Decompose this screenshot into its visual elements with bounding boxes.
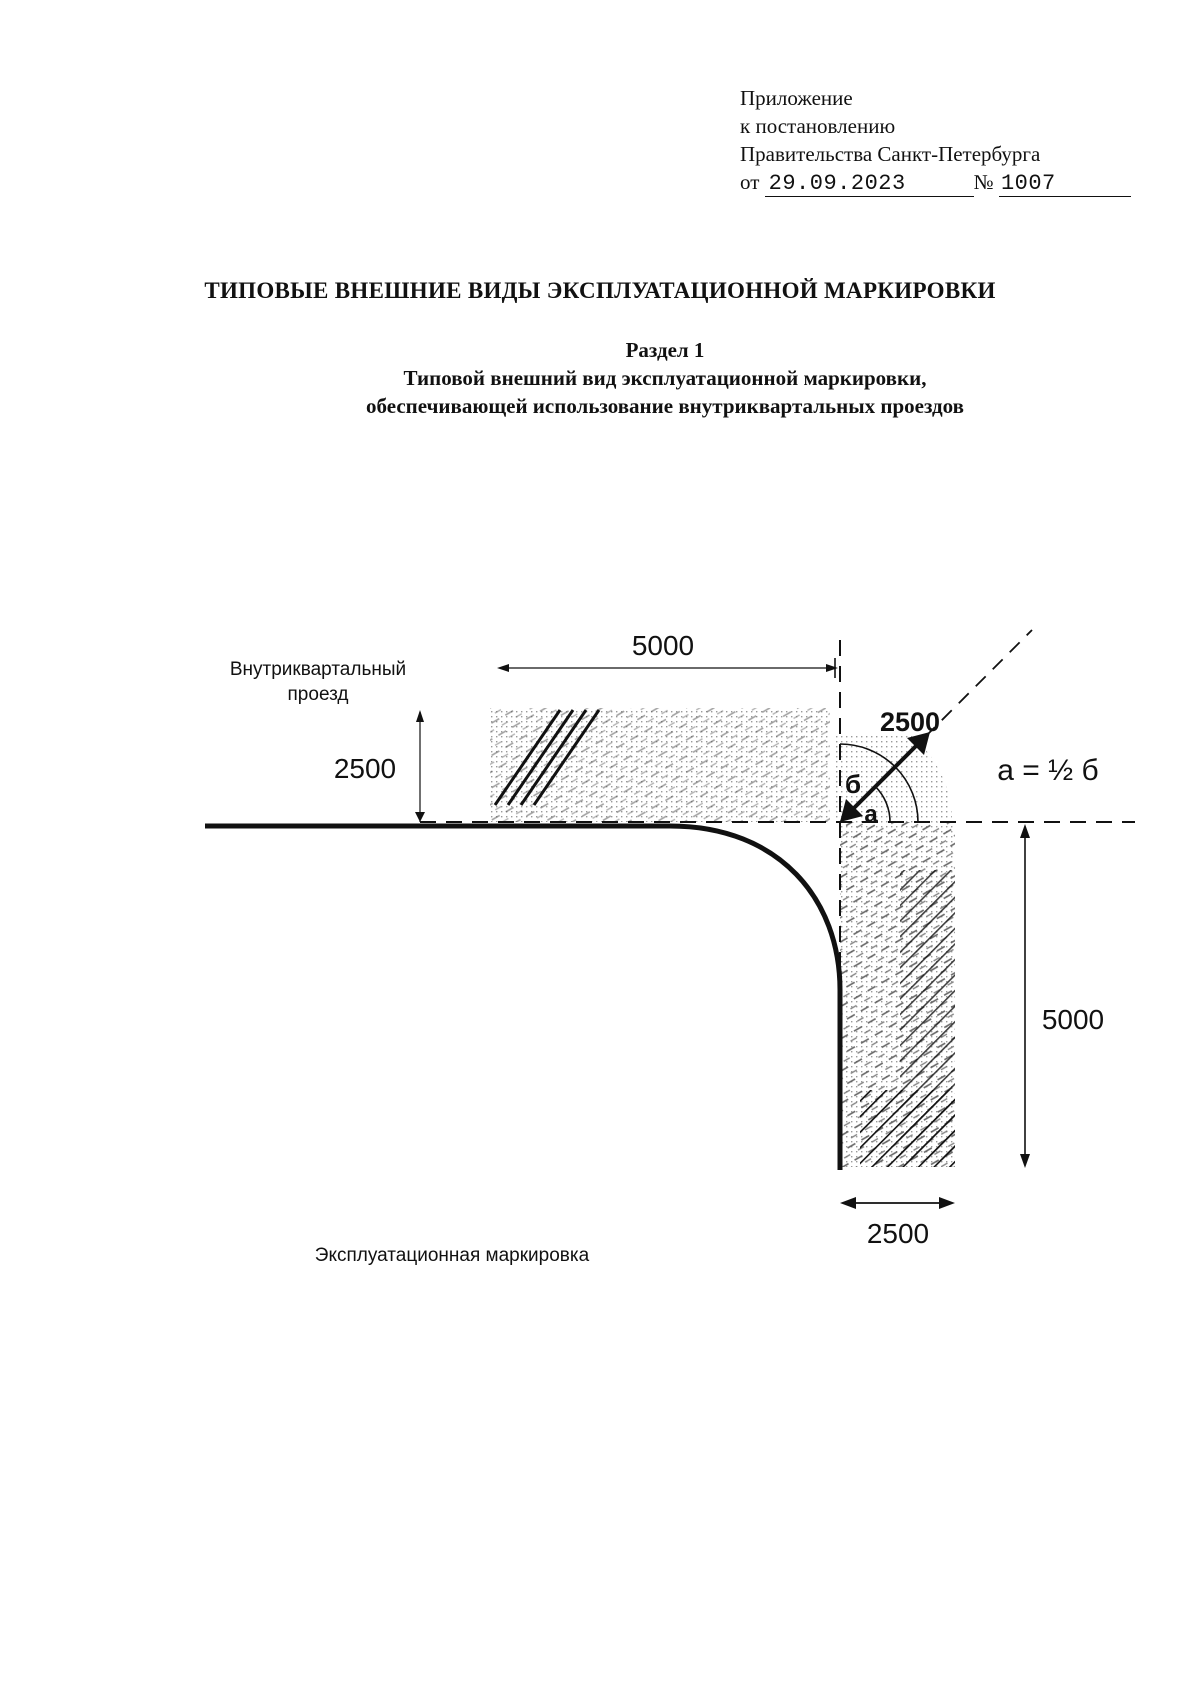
road-label-line-2: проезд [287,684,349,705]
marking-zone-right [840,822,955,1167]
marking-label: Эксплуатационная маркировка [314,1245,590,1266]
dim-label-diagonal-2500: 2500 [879,707,941,737]
angle-label-b: б [844,769,862,799]
section-title-line-1: Типовой внешний вид эксплуатационной маркировки, [403,366,927,390]
decree-date: 29.09.2023 [765,172,974,197]
number-prefix: № [973,170,994,194]
section-label: Раздел 1 [625,338,705,362]
road-edge-line [205,826,840,1170]
dim-label-top-5000: 5000 [631,630,695,661]
document-title: ТИПОВЫЕ ВНЕШНИЕ ВИДЫ ЭКСПЛУАТАЦИОННОЙ МАРКИРОВКИ [204,278,996,303]
section-title-line-2: обеспечивающей использование внутриквартальных проездов [366,394,964,418]
road-label-line-1: Внутриквартальный [229,659,407,680]
dimension-left-2500 [415,710,425,822]
appendix-line-3: Правительства Санкт-Петербурга [740,142,1041,166]
dim-label-right-5000: 5000 [1041,1004,1105,1035]
angle-formula: а = ½ б [997,754,1099,787]
appendix-line-2: к постановлению [740,114,896,138]
decree-number: 1007 [999,172,1131,197]
angle-label-a: а [864,801,878,828]
dimension-bottom-2500 [840,1197,955,1209]
dimension-right-5000 [1020,824,1030,1168]
dim-label-left-2500: 2500 [333,753,397,784]
dim-label-bottom-2500: 2500 [866,1218,930,1249]
date-prefix: от [740,170,760,194]
dimension-top-5000 [497,658,838,678]
appendix-line-1: Приложение [740,86,853,110]
marking-zone-top [490,708,830,822]
